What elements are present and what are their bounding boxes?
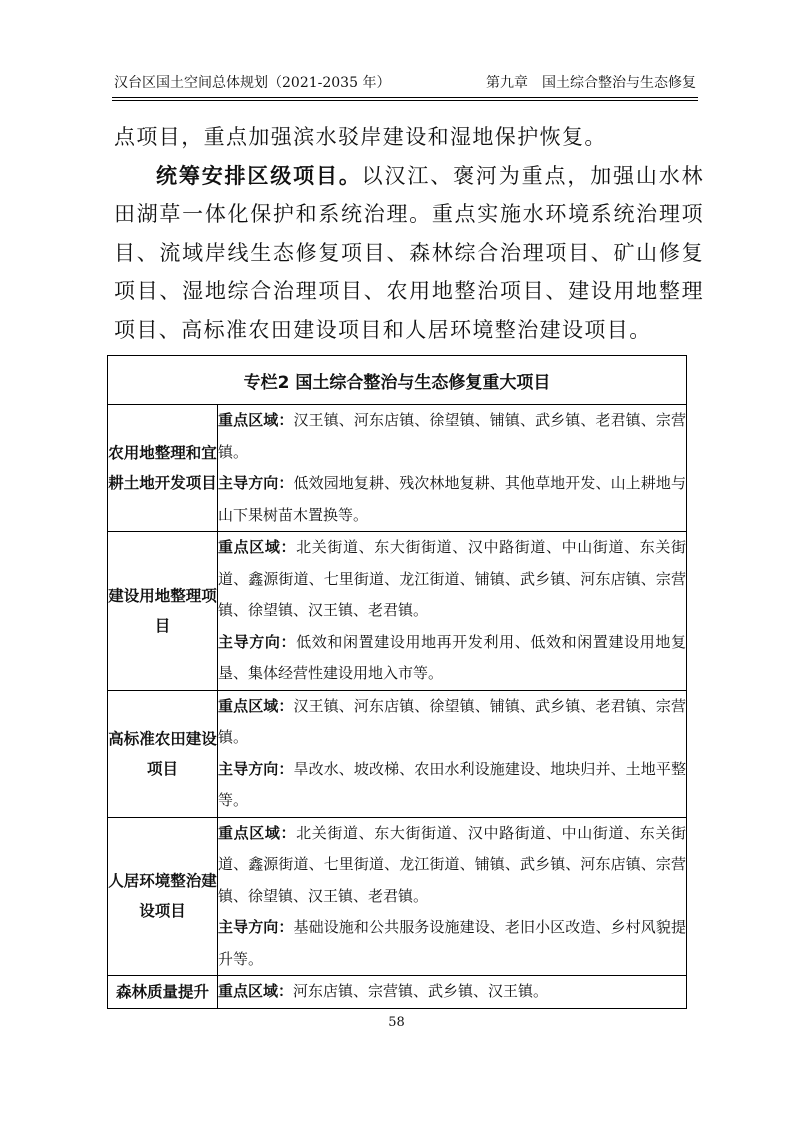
- direction-value: 低效和闲置建设用地再开发利用、低效和闲置建设用地复垦、集体经营性建设用地入市等。: [218, 632, 686, 682]
- project-detail: [218, 532, 687, 691]
- paragraph-continuation: 点项目，重点加强滨水驳岸建设和湿地保护恢复。: [114, 125, 607, 149]
- table-row: [108, 532, 687, 691]
- direction: [218, 912, 686, 975]
- key-area-label: 重点区域：: [218, 696, 294, 715]
- key-area: [218, 818, 686, 913]
- direction-label: 主导方向：: [218, 632, 297, 651]
- project-detail: [218, 817, 687, 976]
- key-area-value: 北关街道、东大街街道、汉中路街道、中山街道、东关街道、鑫源街道、七里街道、龙江街道、铺镇、武乡镇、河东店镇、宗营镇、徐望镇、汉王镇、老君镇。: [218, 823, 686, 905]
- paragraph-lead: 统筹安排区级项目。: [156, 163, 362, 188]
- direction: [218, 754, 686, 817]
- projects-table: [107, 355, 687, 1009]
- direction-value: 低效园地复耕、残次林地复耕、其他草地开发、山上耕地与山下果树苗木置换等。: [218, 474, 686, 524]
- key-area-label: 重点区域：: [218, 823, 297, 842]
- table-title-row: [108, 356, 687, 405]
- key-area: [218, 405, 686, 468]
- table-row: [108, 976, 687, 1009]
- direction: [218, 627, 686, 690]
- project-detail: [218, 690, 687, 817]
- header-document-title: 汉台区国土空间总体规划（2021-2035 年）: [114, 75, 391, 91]
- key-area-value: 河东店镇、宗营镇、武乡镇、汉王镇。: [293, 982, 549, 1000]
- table-row: [108, 405, 687, 532]
- table-row: [108, 817, 687, 976]
- key-area-label: 重点区域：: [218, 538, 297, 556]
- table-title: 专栏2 国土综合整治与生态修复重大项目: [108, 356, 687, 405]
- direction-label: 主导方向：: [218, 474, 294, 492]
- key-area: [218, 976, 686, 1008]
- direction-label: 主导方向：: [218, 759, 294, 778]
- project-detail: [218, 976, 687, 1009]
- paragraph-district-projects: [114, 157, 704, 350]
- direction: [218, 468, 686, 531]
- project-name: 森林质量提升: [108, 976, 218, 1009]
- header-rule-thick: [112, 97, 698, 98]
- direction-label: 主导方向：: [218, 918, 294, 936]
- project-name: 高标准农田建设项目: [108, 690, 218, 817]
- paragraph-body: 以汉江、褒河为重点，加强山水林田湖草一体化保护和系统治理。重点实施水环境系统治理项目、流域岸线生态修复项目、森林综合治理项目、矿山修复项目、湿地综合治理项目、农用地整治项目、建设用地整理项目、高标准农田建设项目和人居环境整治建设项目。: [114, 163, 704, 342]
- project-name: 建设用地整理项目: [108, 532, 218, 691]
- key-area-label: 重点区域：: [218, 982, 294, 1000]
- key-area: [218, 532, 686, 627]
- key-area-value: 北关街道、东大街街道、汉中路街道、中山街道、东关街道、鑫源街道、七里街道、龙江街道、铺镇、武乡镇、河东店镇、宗营镇、徐望镇、汉王镇、老君镇。: [218, 538, 686, 619]
- direction-value: 基础设施和公共服务设施建设、老旧小区改造、乡村风貌提升等。: [218, 918, 686, 968]
- direction-value: 旱改水、坡改梯、农田水利设施建设、地块归并、土地平整等。: [218, 759, 686, 809]
- page-header: [114, 74, 696, 92]
- project-name: 农用地整理和宜耕土地开发项目: [108, 405, 218, 532]
- table-row: [108, 690, 687, 817]
- key-area-label: 重点区域：: [218, 411, 294, 429]
- key-area-value: 汉王镇、河东店镇、徐望镇、铺镇、武乡镇、老君镇、宗营镇。: [218, 411, 686, 461]
- page-number: 58: [388, 1015, 405, 1030]
- key-area-value: 汉王镇、河东店镇、徐望镇、铺镇、武乡镇、老君镇、宗营镇。: [218, 696, 686, 746]
- header-rule-thin: [112, 100, 698, 101]
- header-chapter-title: 第九章 国土综合整治与生态修复: [486, 75, 696, 91]
- key-area: [218, 691, 686, 754]
- project-detail: [218, 405, 687, 532]
- body-text: [114, 118, 704, 349]
- project-name: 人居环境整治建设项目: [108, 817, 218, 976]
